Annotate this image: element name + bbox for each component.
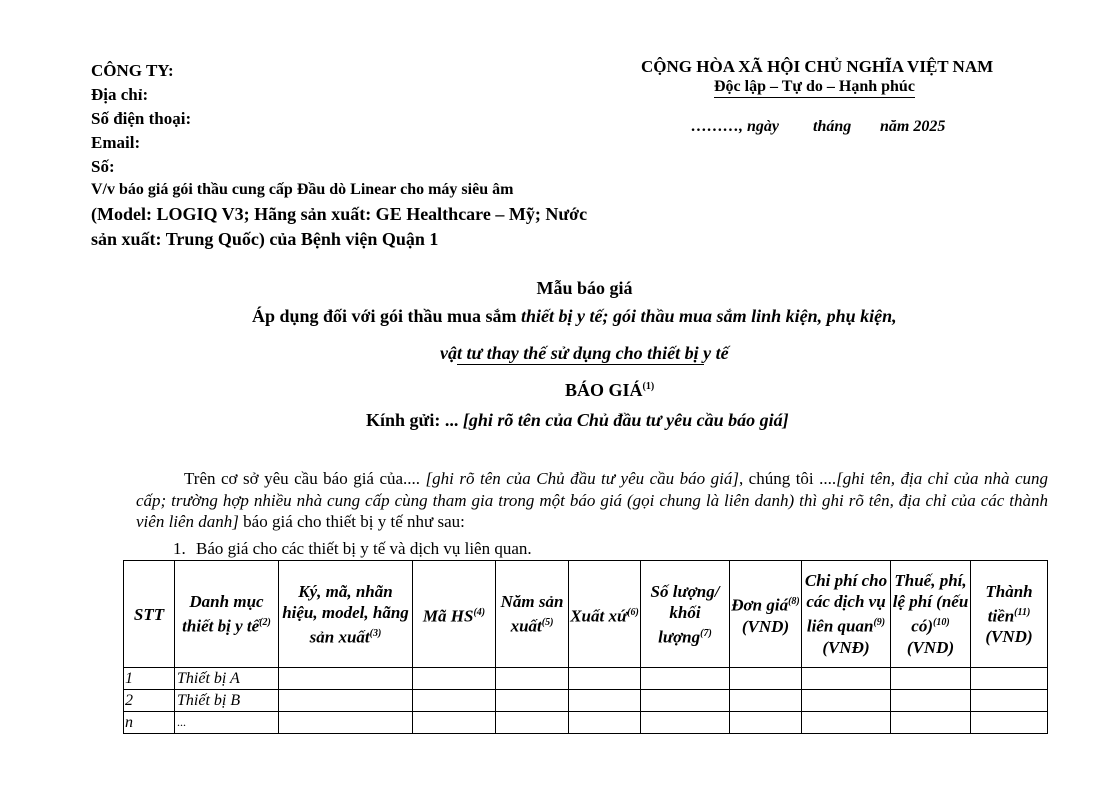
quotation-table bbox=[123, 560, 1048, 734]
subject-line-1: V/v báo giá gói thầu cung cấp Đầu dò Linear cho máy siêu âm bbox=[91, 181, 514, 198]
company-email-label: Email: bbox=[91, 133, 141, 152]
section-title: Báo giá cho các thiết bị y tế và dịch vụ liên quan. bbox=[196, 539, 532, 558]
form-scope-italic: thiết bị y tế; gói thầu mua sắm linh kiện, phụ kiện, bbox=[521, 306, 897, 326]
row-stt: n bbox=[124, 712, 175, 734]
company-address-label: Địa chỉ: bbox=[91, 85, 149, 104]
header-device-category bbox=[175, 561, 279, 668]
header-tax-fees-text: Thuế, phí, lệ phí (nếu có) bbox=[892, 571, 969, 636]
intro-text-3: báo giá cho thiết bị y tế như sau: bbox=[238, 512, 465, 531]
header-hs-code-note: (4) bbox=[473, 606, 486, 618]
date-place: ………, ngày bbox=[691, 118, 779, 135]
row-cell bbox=[730, 668, 802, 690]
form-scope-line-2-text: vật tư thay thế sử dụng cho thiết bị y tế bbox=[440, 343, 729, 363]
header-device-category-note: (2) bbox=[259, 617, 271, 629]
intro-paragraph bbox=[136, 468, 1048, 533]
row-cell bbox=[891, 690, 971, 712]
header-stt-text: STT bbox=[133, 604, 165, 624]
header-service-cost-unit: (VNĐ) bbox=[822, 637, 870, 657]
quote-title bbox=[565, 380, 654, 401]
form-scope-line-1 bbox=[252, 306, 897, 327]
row-cell bbox=[279, 690, 413, 712]
date-month: tháng bbox=[813, 118, 852, 135]
row-cell bbox=[496, 690, 569, 712]
header-unit-price-unit: (VND) bbox=[741, 616, 790, 636]
row-cell bbox=[641, 712, 730, 734]
row-cell bbox=[802, 668, 891, 690]
header-service-cost-text: Chi phí cho các dịch vụ liên quan bbox=[804, 571, 888, 636]
header-total-note: (11) bbox=[1014, 606, 1031, 618]
row-cell bbox=[971, 668, 1048, 690]
table-row bbox=[124, 690, 1048, 712]
recipient-line bbox=[366, 410, 789, 431]
header-tax-fees bbox=[891, 561, 971, 668]
row-cell bbox=[730, 712, 802, 734]
header-unit-price-note: (8) bbox=[788, 596, 800, 608]
header-total bbox=[971, 561, 1048, 668]
row-device-name: Thiết bị B bbox=[175, 690, 279, 712]
intro-text-1: Trên cơ sở yêu cầu báo giá của.... bbox=[184, 469, 426, 488]
table-header-row bbox=[124, 561, 1048, 668]
company-phone-label: Số điện thoại: bbox=[91, 109, 192, 128]
table-row bbox=[124, 668, 1048, 690]
form-scope-line-2 bbox=[440, 343, 729, 364]
row-cell bbox=[413, 690, 496, 712]
form-scope-prefix: Áp dụng đối với gói thầu mua sắm bbox=[252, 306, 522, 326]
section-number: 1. bbox=[173, 539, 186, 558]
header-quantity-note: (7) bbox=[700, 627, 712, 639]
intro-placeholder-supplier: [ghi tên, địa chỉ của nhà cung cấp; trường hợp nhiều nhà cung cấp cùng tham gia trong một báo giá (gọi chung là liên danh) thì ghi rõ tên, địa chỉ của các thành viên liên danh] bbox=[136, 469, 1048, 531]
form-title: Mẫu báo giá bbox=[536, 278, 633, 298]
date-year: năm 2025 bbox=[880, 118, 946, 135]
row-cell bbox=[496, 668, 569, 690]
row-cell bbox=[802, 712, 891, 734]
table-row bbox=[124, 712, 1048, 734]
header-manufacture-year-note: (5) bbox=[541, 617, 554, 629]
row-device-name: ... bbox=[175, 712, 279, 734]
row-cell bbox=[279, 668, 413, 690]
row-cell bbox=[641, 668, 730, 690]
document-number-label: Số: bbox=[91, 157, 115, 176]
header-unit-price-text: Đơn giá bbox=[731, 595, 789, 615]
row-stt: 2 bbox=[124, 690, 175, 712]
header-unit-price bbox=[730, 561, 802, 668]
header-model-brand-text: Ký, mã, nhãn hiệu, model, hãng sản xuất bbox=[282, 581, 409, 647]
row-cell bbox=[569, 668, 641, 690]
header-quantity bbox=[641, 561, 730, 668]
header-device-category-text: Danh mục thiết bị y tế bbox=[182, 592, 264, 636]
row-cell bbox=[569, 690, 641, 712]
nation-motto: Độc lập – Tự do – Hạnh phúc bbox=[714, 78, 915, 98]
row-cell bbox=[413, 668, 496, 690]
header-stt bbox=[124, 561, 175, 668]
intro-text-2: , chúng tôi .... bbox=[738, 469, 837, 488]
header-model-brand-note: (3) bbox=[369, 627, 382, 639]
row-cell bbox=[413, 712, 496, 734]
recipient-placeholder: [ghi rõ tên của Chủ đầu tư yêu cầu báo giá] bbox=[462, 410, 789, 430]
header-total-unit: (VND) bbox=[985, 627, 1033, 647]
header-tax-fees-note: (10) bbox=[933, 617, 950, 629]
intro-placeholder-investor: [ghi rõ tên của Chủ đầu tư yêu cầu báo giá] bbox=[425, 469, 739, 488]
subject-line-3: sản xuất: Trung Quốc) của Bệnh viện Quận 1 bbox=[91, 229, 439, 249]
row-cell bbox=[496, 712, 569, 734]
row-cell bbox=[730, 690, 802, 712]
row-cell bbox=[971, 712, 1048, 734]
nation-title: CỘNG HÒA XÃ HỘI CHỦ NGHĨA VIỆT NAM bbox=[641, 57, 994, 76]
row-cell bbox=[802, 690, 891, 712]
row-stt: 1 bbox=[124, 668, 175, 690]
header-manufacture-year-text: Năm sản xuất bbox=[500, 592, 564, 636]
recipient-prefix: Kính gửi: ... bbox=[366, 410, 463, 430]
header-hs-code-text: Mã HS bbox=[422, 606, 474, 626]
header-tax-fees-unit: (VND) bbox=[906, 637, 955, 657]
row-cell bbox=[279, 712, 413, 734]
header-origin-note: (6) bbox=[627, 606, 639, 618]
header-hs-code bbox=[413, 561, 496, 668]
row-cell bbox=[641, 690, 730, 712]
quote-title-note: (1) bbox=[642, 381, 655, 392]
row-cell bbox=[569, 712, 641, 734]
header-manufacture-year bbox=[496, 561, 569, 668]
header-service-cost-note: (9) bbox=[873, 617, 886, 629]
row-cell bbox=[891, 712, 971, 734]
subject-line-2: (Model: LOGIQ V3; Hãng sản xuất: GE Healthcare – Mỹ; Nước bbox=[91, 204, 588, 224]
header-origin-text: Xuất xứ bbox=[570, 606, 628, 626]
company-name-label: CÔNG TY: bbox=[91, 61, 174, 80]
row-cell bbox=[891, 668, 971, 690]
header-origin bbox=[569, 561, 641, 668]
row-cell bbox=[971, 690, 1048, 712]
row-device-name: Thiết bị A bbox=[175, 668, 279, 690]
header-model-brand bbox=[279, 561, 413, 668]
header-total-text: Thành tiền bbox=[985, 581, 1033, 626]
header-quantity-text: Số lượng/ khối lượng bbox=[650, 581, 720, 647]
quote-title-text: BÁO GIÁ bbox=[565, 380, 643, 400]
scope-underline bbox=[457, 364, 704, 365]
header-service-cost bbox=[802, 561, 891, 668]
